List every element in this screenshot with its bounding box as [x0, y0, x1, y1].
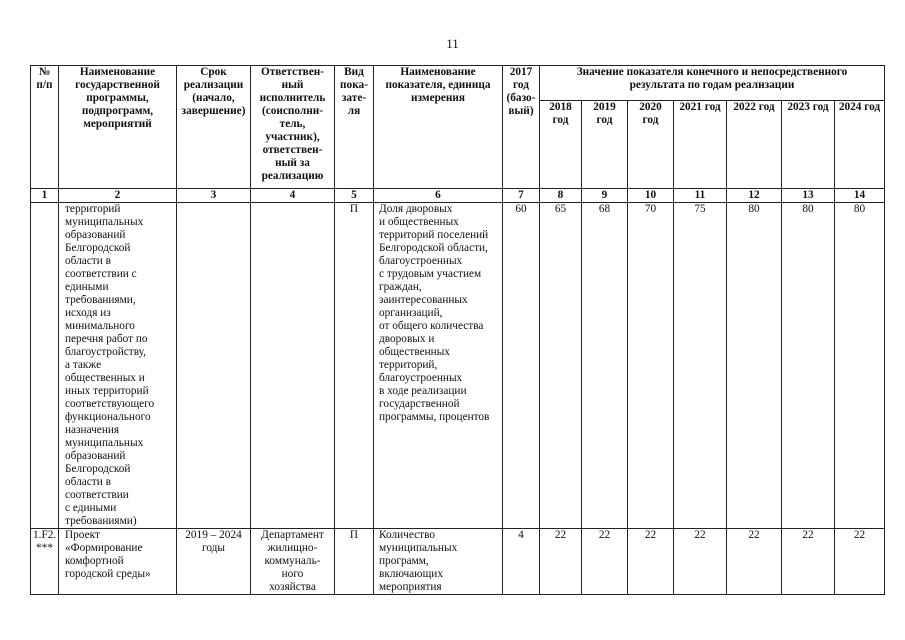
header-year-2020: 2020 год	[628, 101, 674, 189]
row-value-2020: 22	[628, 529, 674, 595]
header-row-1	[31, 66, 885, 101]
row-number: 1.F2. ***	[31, 529, 59, 595]
table-row	[31, 203, 885, 529]
row-executor	[251, 203, 335, 529]
row-indicator-kind: П	[335, 203, 374, 529]
row-value-2024: 80	[835, 203, 885, 529]
header-indicator-kind: Вид пока- зате- ля	[335, 66, 374, 189]
column-number: 3	[177, 189, 251, 203]
header-year-2018: 2018 год	[540, 101, 582, 189]
header-term: Срок реализации (начало, завершение)	[177, 66, 251, 189]
header-number: № п/п	[31, 66, 59, 189]
column-number: 8	[540, 189, 582, 203]
column-number: 5	[335, 189, 374, 203]
header-year-2024: 2024 год	[835, 101, 885, 189]
row-number	[31, 203, 59, 529]
column-number: 2	[59, 189, 177, 203]
header-year-2021: 2021 год	[674, 101, 727, 189]
indicators-table	[30, 65, 885, 595]
row-value-2018: 22	[540, 529, 582, 595]
column-numbers-row	[31, 189, 885, 203]
column-number: 10	[628, 189, 674, 203]
column-number: 7	[503, 189, 540, 203]
row-value-2023: 22	[782, 529, 835, 595]
row-value-2023: 80	[782, 203, 835, 529]
header-executor: Ответствен- ный исполнитель (соисполни- тель, участник), ответствен- ный за реализацию	[251, 66, 335, 189]
row-program-name: территорий муниципальных образований Белгородской области в соответствии с едиными требованиями, исходя из минимального перечня работ по благоустройству, а также общественных и иных территорий соответствующего функционального назначения муниципальных образований Белгородской области в соответствии с едиными требованиями)	[59, 203, 177, 529]
row-term: 2019 – 2024 годы	[177, 529, 251, 595]
row-base-value: 60	[503, 203, 540, 529]
table-row	[31, 529, 885, 595]
column-number: 6	[374, 189, 503, 203]
column-number: 13	[782, 189, 835, 203]
column-number: 4	[251, 189, 335, 203]
row-value-2021: 75	[674, 203, 727, 529]
header-indicator-name: Наименование показателя, единица измерения	[374, 66, 503, 189]
row-value-2019: 68	[582, 203, 628, 529]
column-number: 11	[674, 189, 727, 203]
row-value-2022: 80	[727, 203, 782, 529]
column-number: 14	[835, 189, 885, 203]
column-number: 9	[582, 189, 628, 203]
row-program-name: Проект «Формирование комфортной городской среды»	[59, 529, 177, 595]
row-indicator-name: Доля дворовых и общественных территорий поселений Белгородской области, благоустроенных с трудовым участием граждан, заинтересованных организаций, от общего количества дворовых и общественных территорий, благоустроенных в ходе реализации государственной программы, процентов	[374, 203, 503, 529]
header-program-name: Наименование государственной программы, подпрограмм, мероприятий	[59, 66, 177, 189]
header-year-2023: 2023 год	[782, 101, 835, 189]
row-value-2018: 65	[540, 203, 582, 529]
page-number: 11	[446, 36, 459, 51]
header-values-group: Значение показателя конечного и непосредственного результата по годам реализации	[540, 66, 885, 101]
header-year-2022: 2022 год	[727, 101, 782, 189]
row-term	[177, 203, 251, 529]
row-value-2019: 22	[582, 529, 628, 595]
row-indicator-name: Количество муниципальных программ, включающих мероприятия	[374, 529, 503, 595]
header-year-2019: 2019 год	[582, 101, 628, 189]
row-value-2021: 22	[674, 529, 727, 595]
row-value-2022: 22	[727, 529, 782, 595]
row-value-2020: 70	[628, 203, 674, 529]
column-number: 12	[727, 189, 782, 203]
row-base-value: 4	[503, 529, 540, 595]
row-indicator-kind: П	[335, 529, 374, 595]
column-number: 1	[31, 189, 59, 203]
row-executor: Департамент жилищно- коммуналь- ного хозяйства	[251, 529, 335, 595]
row-value-2024: 22	[835, 529, 885, 595]
header-base-year: 2017 год (базо- вый)	[503, 66, 540, 189]
